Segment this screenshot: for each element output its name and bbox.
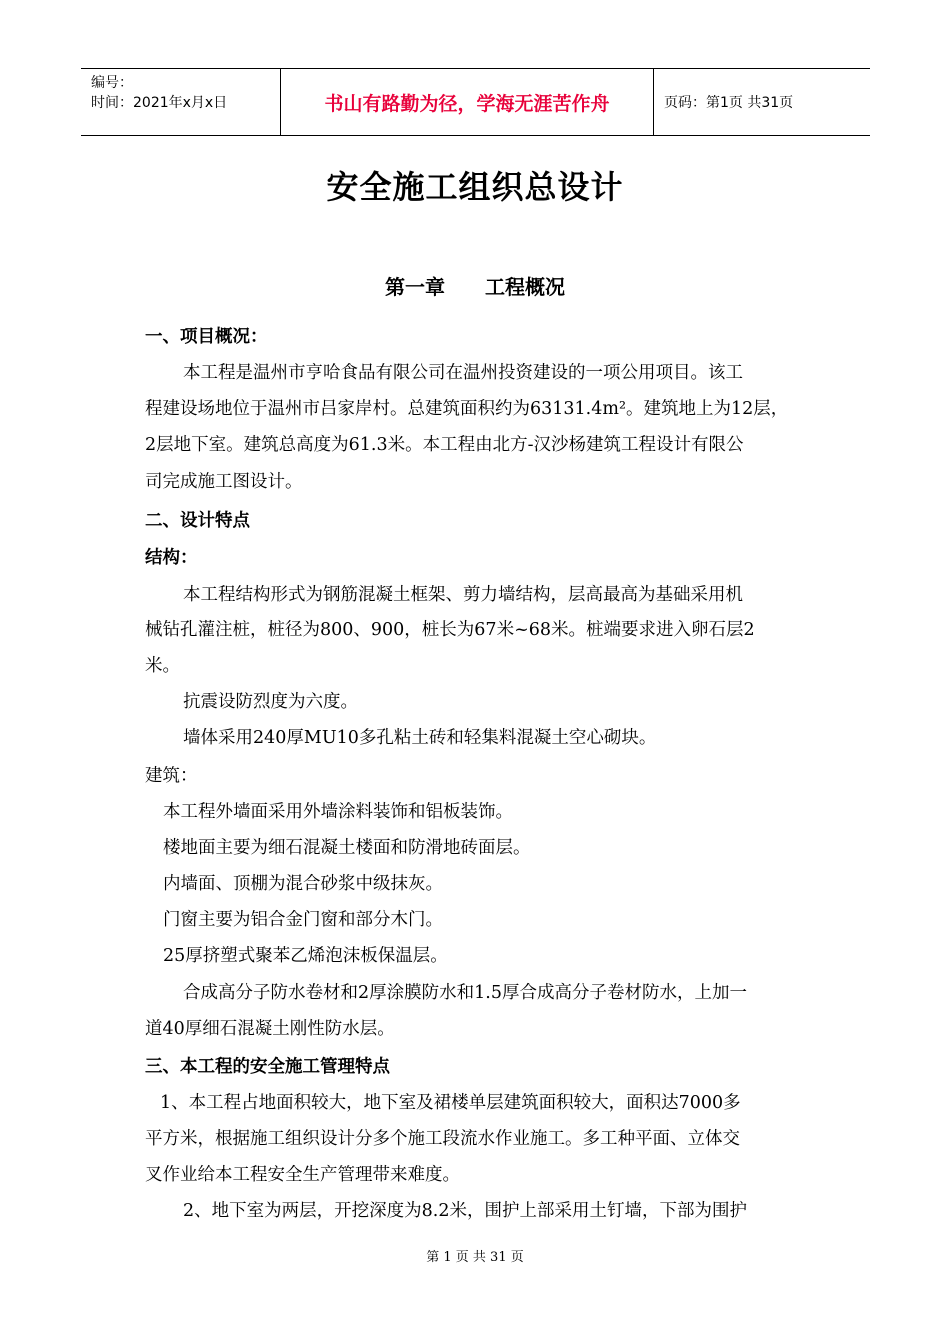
paragraph-line: 合成高分子防水卷材和2厚涂膜防水和1.5厚合成高分子卷材防水，上加一: [183, 983, 747, 1003]
chapter-name: 工程概况: [485, 275, 565, 299]
subsection-heading: 建筑：: [145, 766, 198, 786]
document-title: 安全施工组织总设计: [326, 168, 624, 206]
page-footer: 第 1 页 共 31 页: [426, 1250, 524, 1265]
paragraph-line: 米。: [145, 656, 180, 676]
paragraph-line: 本工程外墙面采用外墙涂料装饰和铝板装饰。: [163, 802, 513, 822]
paragraph-line: 平方米，根据施工组织设计分多个施工段流水作业施工。多工种平面、立体交: [145, 1129, 740, 1149]
paragraph-line: 本工程结构形式为钢筋混凝土框架、剪力墙结构，层高最高为基础采用机: [183, 585, 743, 605]
chapter-heading: [0, 271, 950, 300]
header-page-info: 页码：第1页 共31页: [664, 95, 794, 111]
header-meta: [81, 69, 281, 135]
subsection-heading: 结构：: [145, 548, 198, 568]
paragraph-line: 司完成施工图设计。: [145, 472, 303, 492]
paragraph-line: 道40厚细石混凝土刚性防水层。: [145, 1019, 395, 1039]
paragraph-line: 叉作业给本工程安全生产管理带来难度。: [145, 1165, 460, 1185]
paragraph-line: 2层地下室。建筑总高度为61.3米。本工程由北方-汉沙杨建筑工程设计有限公: [145, 435, 744, 455]
document-header: [81, 68, 870, 136]
header-motto: 书山有路勤为径，学海无涯苦作舟: [281, 69, 654, 135]
number-label: 编号：: [91, 75, 133, 91]
section-heading: 一、项目概况：: [145, 327, 268, 347]
paragraph-line: 25厚挤塑式聚苯乙烯泡沫板保温层。: [163, 946, 448, 966]
section-heading: 三、本工程的安全施工管理特点: [145, 1057, 390, 1077]
paragraph-line: 门窗主要为铝合金门窗和部分木门。: [163, 910, 443, 930]
section-heading: 二、设计特点: [145, 511, 250, 531]
paragraph-line: 墙体采用240厚MU10多孔粘土砖和轻集料混凝土空心砌块。: [183, 728, 657, 748]
time-label: 时间：2021年x月x日: [91, 95, 228, 111]
paragraph-line: 2、地下室为两层，开挖深度为8.2米，围护上部采用土钉墙，下部为围护: [183, 1201, 747, 1221]
paragraph-line: 程建设场地位于温州市吕家岸村。总建筑面积约为63131.4m²。建筑地上为12层，: [145, 399, 789, 419]
paragraph-line: 械钻孔灌注桩，桩径为800、900，桩长为67米~68米。桩端要求进入卵石层2: [145, 620, 755, 640]
paragraph-line: 楼地面主要为细石混凝土楼面和防滑地砖面层。: [163, 838, 531, 858]
chapter-number: 第一章: [385, 275, 445, 299]
paragraph-line: 内墙面、顶棚为混合砂浆中级抹灰。: [163, 874, 443, 894]
paragraph-line: 1、本工程占地面积较大，地下室及裙楼单层建筑面积较大，面积达7000多: [160, 1093, 741, 1113]
paragraph-line: 抗震设防烈度为六度。: [183, 692, 358, 712]
paragraph-line: 本工程是温州市亨哈食品有限公司在温州投资建设的一项公用项目。该工: [183, 363, 743, 383]
